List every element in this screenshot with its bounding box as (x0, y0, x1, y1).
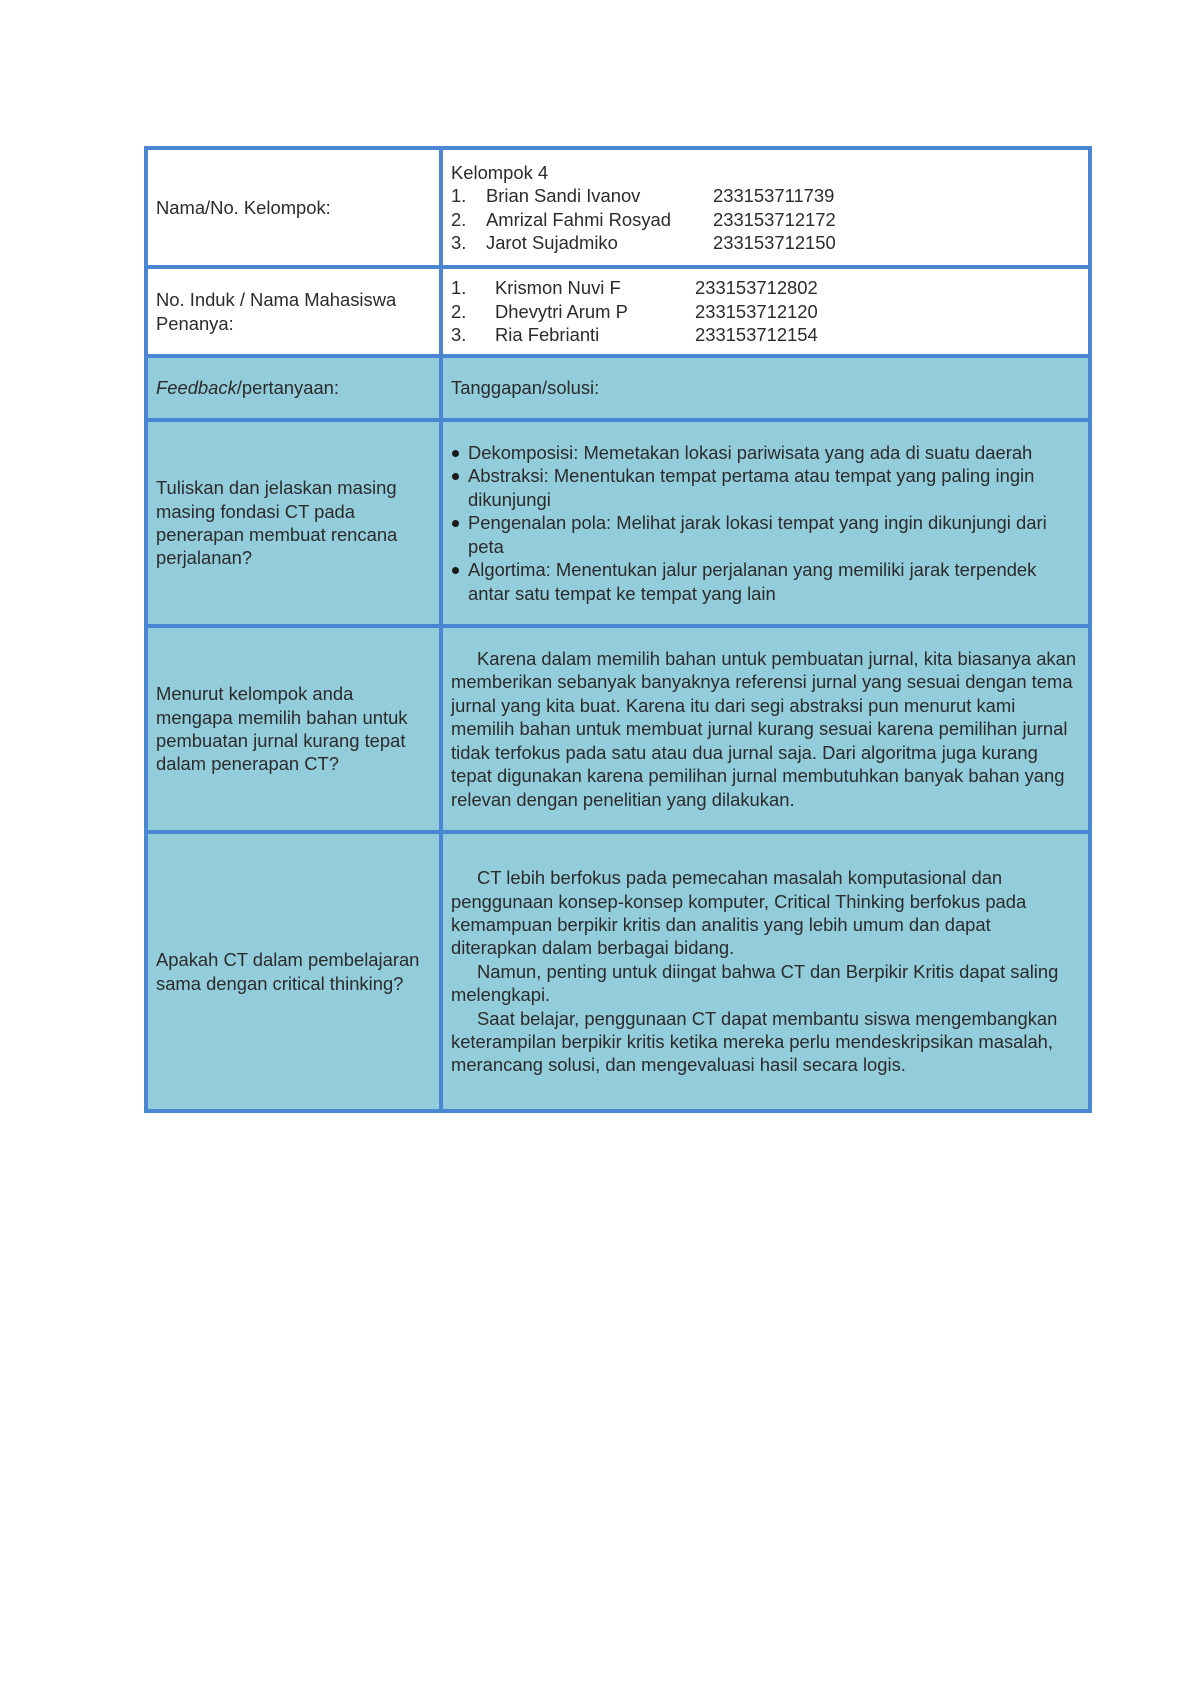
member-id: 233153712172 (713, 208, 836, 230)
asker-item (451, 300, 1080, 323)
member-list (451, 184, 1080, 254)
member-id: 233153712150 (713, 231, 836, 253)
group-heading: Kelompok 4 (451, 161, 549, 183)
group-label: Nama/No. Kelompok: (146, 148, 441, 267)
answer-paragraph: Karena dalam memilih bahan untuk pembuatan jurnal, kita biasanya akan memberikan sebanyak banyaknya referensi jurnal yang sesuai dengan tema jurnal yang kita buat. Karena itu dari segi abstraksi pun menurut kami memilih bahan untuk membuat jurnal kurang sesuai karena pemilihan jurnal tidak terfokus pada satu atau dua jurnal saja. Dari algoritma juga kurang tepat digunakan karena pemilihan jurnal membutuhkan banyak bahan yang relevan dengan penelitian yang dilakukan. (451, 648, 1077, 810)
asker-info (441, 267, 1090, 356)
feedback-header-rest: /pertanyaan: (236, 377, 340, 399)
answer-bullet-list (451, 441, 1080, 605)
feedback-table (144, 146, 1092, 1113)
member-item (451, 184, 1080, 207)
answer-cell (441, 832, 1090, 1111)
bullet-dot-icon (452, 520, 459, 527)
member-name: Amrizal Fahmi Rosyad (486, 208, 671, 230)
asker-id: 233153712120 (695, 300, 818, 322)
asker-number: 2. (451, 300, 467, 322)
member-number: 1. (451, 185, 467, 207)
qa-row (146, 626, 1090, 832)
answer-bullet-text: Pengenalan pola: Melihat jarak lokasi tempat yang ingin dikunjungi dari peta (468, 512, 1047, 557)
answer-bullet-text: Algortima: Menentukan jalur perjalanan yang memiliki jarak terpendek antar satu tempat ke tempat yang lain (468, 559, 1037, 604)
qa-row (146, 832, 1090, 1111)
answer-bullet (451, 511, 1080, 558)
question-text: Apakah CT dalam pembelajaran sama dengan critical thinking? (146, 832, 441, 1111)
member-number: 3. (451, 231, 467, 253)
asker-number: 3. (451, 324, 467, 346)
question-text: Tuliskan dan jelaskan masing masing fondasi CT pada penerapan membuat rencana perjalanan? (146, 420, 441, 626)
bullet-dot-icon (452, 450, 459, 457)
asker-list (451, 276, 1080, 346)
member-number: 2. (451, 208, 467, 230)
answer-bullet-text: Dekomposisi: Memetakan lokasi pariwisata yang ada di suatu daerah (468, 442, 1033, 464)
feedback-header-italic: Feedback (156, 377, 237, 399)
question-text: Menurut kelompok anda mengapa memilih bahan untuk pembuatan jurnal kurang tepat dalam penerapan CT? (146, 626, 441, 832)
asker-id: 233153712154 (695, 324, 818, 346)
answer-bullet (451, 464, 1080, 511)
member-id: 233153711739 (713, 185, 835, 207)
bullet-dot-icon (452, 567, 459, 574)
answer-paragraph: Saat belajar, penggunaan CT dapat membantu siswa mengembangkan keterampilan berpikir kritis ketika mereka perlu mendeskripsikan masalah, merancang solusi, dan mengevaluasi hasil secara logis. (451, 1007, 1058, 1076)
member-name: Jarot Sujadmiko (486, 231, 618, 253)
asker-item (451, 276, 1080, 299)
asker-label: No. Induk / Nama Mahasiswa Penanya: (146, 267, 441, 356)
bullet-dot-icon (452, 473, 459, 480)
feedback-header (146, 356, 441, 420)
response-header: Tanggapan/solusi: (441, 356, 1090, 420)
group-info (441, 148, 1090, 267)
asker-id: 233153712802 (695, 277, 818, 299)
asker-name: Ria Febrianti (495, 324, 600, 346)
member-item (451, 208, 1080, 231)
asker-name: Krismon Nuvi F (495, 277, 621, 299)
member-name: Brian Sandi Ivanov (486, 185, 641, 207)
answer-cell (441, 420, 1090, 626)
asker-row (146, 267, 1090, 356)
asker-name: Dhevytri Arum P (495, 300, 628, 322)
answer-bullet-text: Abstraksi: Menentukan tempat pertama atau tempat yang paling ingin dikunjungi (468, 465, 1035, 510)
answer-cell (441, 626, 1090, 832)
answer-paragraph: Namun, penting untuk diingat bahwa CT dan Berpikir Kritis dapat saling melengkapi. (451, 960, 1059, 1006)
asker-number: 1. (451, 277, 467, 299)
answer-bullet (451, 558, 1080, 605)
group-row (146, 148, 1090, 267)
answer-bullet (451, 441, 1080, 464)
member-item (451, 231, 1080, 254)
header-row (146, 356, 1090, 420)
qa-row (146, 420, 1090, 626)
asker-item (451, 323, 1080, 346)
answer-paragraph: CT lebih berfokus pada pemecahan masalah komputasional dan penggunaan konsep-konsep komputer, Critical Thinking berfokus pada kemampuan berpikir kritis dan analitis yang lebih umum dan dapat diterapkan dalam berbagai bidang. (451, 867, 1027, 959)
